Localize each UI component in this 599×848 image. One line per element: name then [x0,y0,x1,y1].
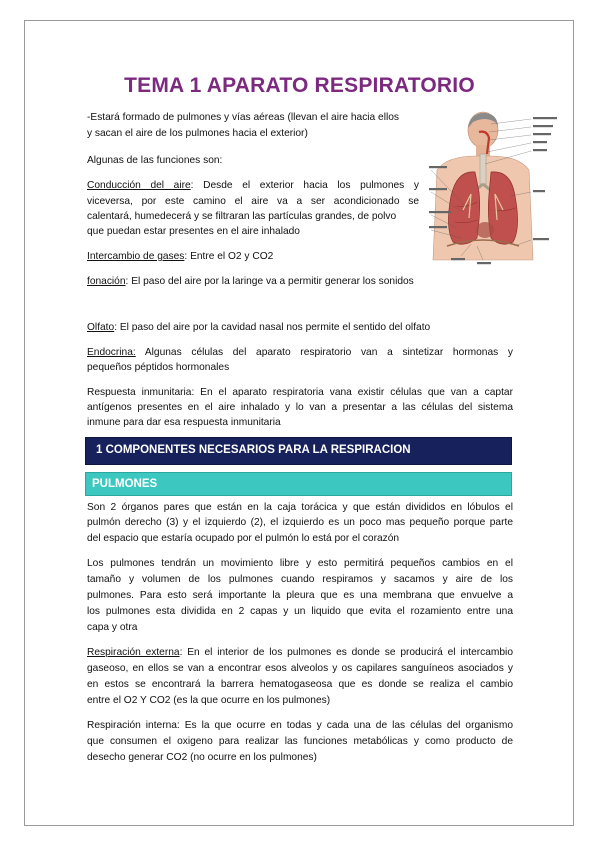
inmunitaria-line-3: inmune para dar esa respuesta inmunitaria [87,417,281,428]
interna-line-3: desecho generar CO2 (no ocurre en los pulmones) [87,752,317,763]
pulmones-p2-line-1: Los pulmones tendrán un movimiento libre y esto permitirá pequeños cambios en el [87,558,513,569]
intro-line-2: y sacan el aire de los pulmones hacia el exterior) [87,128,308,139]
intro-line-1: -Estará formado de pulmones y vías aéreas (llevan el aire hacia ellos [87,112,400,123]
page-title: TEMA 1 APARATO RESPIRATORIO [124,74,475,97]
pulmones-p2-line-4: los pulmones esta dividida en 2 capas y un liquido que evita el rozamiento entre una [87,606,513,617]
intercambio-term: Intercambio de gases [87,251,185,262]
conduccion-line-3: calentará, humedecerá y se filtraran las partículas grandes, de polvo [87,211,397,222]
conduccion-line-1: Conducción del aire: Desde el exterior hacia los pulmones y [87,180,419,191]
pulmones-p2-line-5: capa y otra [87,622,138,633]
pulmones-p2-line-3: pulmones. Para esto será importante la pleura que es una membrana que envuelve a [87,590,513,601]
externa-line-4: entre el O2 Y CO2 (es la que ocurre en los pulmones) [87,695,331,706]
conduccion-line-2: viceversa, por este camino el aire va a ser acondicionado se [87,196,419,207]
functions-intro: Algunas de las funciones son: [87,155,223,166]
conduccion-line-4: que puedan estar presentes en el aire inhalado [87,226,300,237]
inmunitaria-line-1: Respuesta inmunitaria: En el aparato respiratoria vana existir células que van a captar [87,387,513,398]
conduccion-term: Conducción del aire [87,180,191,191]
endocrina-term: Endocrina: [87,347,136,358]
endocrina-line-2: pequeños péptidos hormonales [87,362,230,373]
pulmones-p1-line-3: del espacio que estaría ocupado por el pulmón lo está por el corazón [87,533,400,544]
respiratory-anatomy-figure [427,110,583,270]
pulmones-p1-line-2: pulmón derecho (3) y el izquierdo (2), el izquierdo es un poco mas pequeño porque parte [87,517,513,528]
intercambio-paragraph: Intercambio de gases: Entre el O2 y CO2 [87,251,274,262]
endocrina-line-1: Endocrina: Algunas células del aparato respiratorio van a sintetizar hormonas y [87,347,513,358]
fonacion-term: fonación [87,276,126,287]
externa-term: Respiración externa [87,647,180,658]
interna-line-1: Respiración interna: Es la que ocurre en todas y cada una de las células del organismo [87,720,513,731]
interna-line-2: que consumen el oxigeno para realizar las funciones metabólicas y como producto de [87,736,513,747]
pulmones-p2-line-2: tamaño y volumen de los pulmones cuando respiramos y sacamos y aire de los [87,574,513,585]
externa-line-2: gaseoso, en ellos se van a encontrar esos alveolos y os capilares sanguíneos asociados y [87,663,513,674]
externa-line-3: en estos se encontrará la barrera hematogaseosa que es donde se realiza el cambio [87,679,513,690]
externa-line-1: Respiración externa: En el interior de los pulmones es donde se producirá el intercambio [87,647,513,658]
olfato-paragraph: Olfato: El paso del aire por la cavidad nasal nos permite el sentido del olfato [87,322,431,333]
respiratory-anatomy-icon [427,110,583,270]
fonacion-paragraph: fonación: El paso del aire por la laringe va a permitir generar los sonidos [87,276,414,287]
section-header: 1 COMPONENTES NECESARIOS PARA LA RESPIRACION [85,437,512,465]
olfato-term: Olfato [87,322,115,333]
pulmones-p1-line-1: Son 2 órganos pares que están en la caja torácica y que están divididos en lóbulos el [87,502,513,513]
inmunitaria-line-2: antígenos presentes en el aire inhalado y lo van a presentar a las células del sistema [87,402,513,413]
subsection-header: PULMONES [85,472,512,496]
